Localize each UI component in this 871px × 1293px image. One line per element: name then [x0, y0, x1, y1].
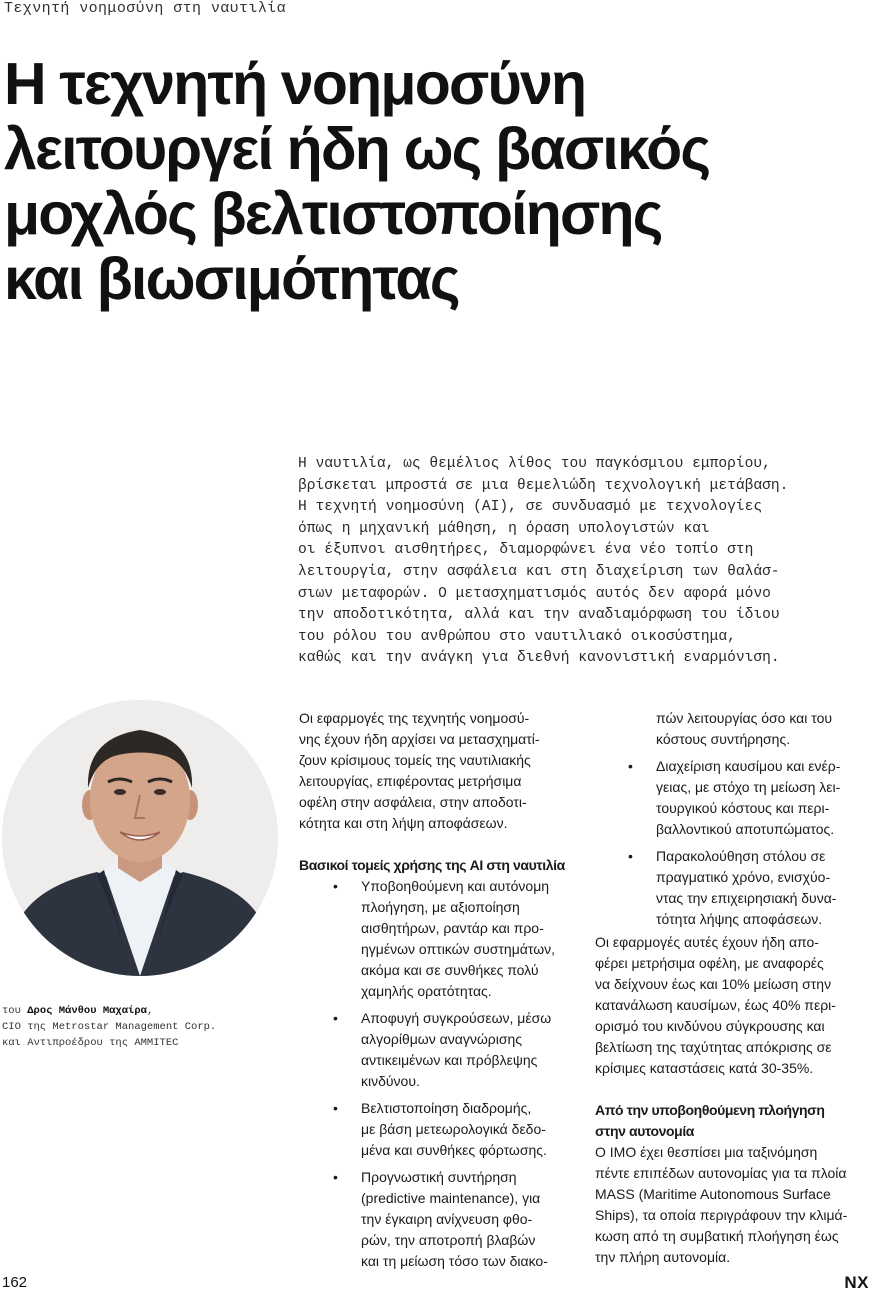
imo-paragraph	[595, 1142, 871, 1268]
list-item	[299, 876, 578, 1002]
lead-line: σιων μεταφορών. Ο μετασχηματισμός αυτός δεν αφορά μόνο	[298, 585, 771, 602]
text-line: πραγματικό χρόνο, ενισχύο-	[656, 869, 831, 885]
text-line: την έγκαιρη ανίχνευση φθο-	[361, 1211, 533, 1227]
headline-line: μοχλός βελτιστοποίησης	[4, 181, 662, 247]
lead-line: Η ναυτιλία, ως θεμέλιος λίθος του παγκόσμιου εμπορίου,	[298, 456, 771, 472]
caption-line-1	[2, 1003, 282, 1019]
text-line: αισθητήρων, ραντάρ και προ-	[361, 920, 544, 936]
author-caption	[2, 1003, 282, 1051]
text-line: κότητα και στη λήψη αποφάσεων.	[299, 815, 508, 831]
text-line: κρίσιμες καταστάσεις κατά 30-35%.	[595, 1060, 814, 1076]
list-item	[595, 846, 871, 930]
ai-uses-list-continued	[595, 756, 871, 930]
text-line: πέντε επιπέδων αυτονομίας για τα πλοία	[595, 1165, 847, 1181]
text-line: γειας, με στόχο τη μείωση λει-	[656, 779, 841, 795]
caption-suffix: ,	[146, 1005, 154, 1017]
text-line: λειτουργίας, επιφέροντας μετρήσιμα	[299, 773, 522, 789]
benefits-paragraph	[595, 932, 871, 1079]
text-line: κινδύνου.	[361, 1073, 420, 1089]
bullet-icon: •	[628, 758, 633, 774]
text-line: MASS (Maritime Autonomous Surface	[595, 1186, 831, 1202]
caption-line-2: CIO της Metrostar Management Corp.	[2, 1021, 217, 1033]
text-line: βαλλοντικού αποτυπώματος.	[656, 821, 835, 837]
lead-line: λειτουργία, στην ασφάλεια και στη διαχείριση των θαλάσ-	[298, 563, 780, 580]
text-line: Οι εφαρμογές αυτές έχουν ήδη απο-	[595, 934, 819, 950]
text-line: και τη μείωση τόσο των διακο-	[361, 1253, 548, 1269]
lead-line: την αποδοτικότητα, αλλά και την αναδιαμόρφωση του ίδιου	[298, 607, 780, 624]
list-item	[595, 756, 871, 840]
text-line: Ο IMO έχει θεσπίσει μια ταξινόμηση	[595, 1144, 818, 1160]
author-portrait	[2, 700, 278, 976]
portrait-illustration	[2, 700, 278, 976]
lead-line: καθώς και την ανάγκη για διεθνή κανονιστική εναρμόνιση.	[298, 650, 780, 667]
text-line: τουργικού κόστους και περι-	[656, 800, 830, 816]
text-line: ηγμένων οπτικών συστημάτων,	[361, 941, 556, 957]
bullet-icon: •	[333, 1100, 338, 1116]
text-line: Από την υποβοηθούμενη πλοήγηση	[595, 1102, 825, 1118]
headline-line: και βιωσιμότητας	[4, 246, 459, 312]
text-line: αντικειμένων και πρόβλεψης	[361, 1052, 538, 1068]
caption-line-3: και Αντιπροέδρου της AMMITEC	[2, 1037, 179, 1049]
text-line: χαμηλής ορατότητας.	[361, 983, 492, 999]
bullet-icon: •	[333, 878, 338, 894]
list-item	[299, 1098, 578, 1161]
lead-line: όπως η μηχανική μάθηση, η όραση υπολογιστών και	[298, 520, 710, 537]
text-line: Προγνωστική συντήρηση	[361, 1169, 517, 1185]
list-item	[299, 1008, 578, 1092]
intro-paragraph	[299, 708, 578, 834]
text-line: Διαχείριση καυσίμου και ενέρ-	[656, 758, 841, 774]
text-line: μένα και συνθήκες φόρτωσης.	[361, 1142, 547, 1158]
text-line: ρών, την αποτροπή βλαβών	[361, 1232, 536, 1248]
text-line: ακόμα και σε συνθήκες πολύ	[361, 962, 539, 978]
body-column-middle	[299, 708, 578, 1278]
lead-line: βρίσκεται μπροστά σε μια θεμελιώδη τεχνολογική μετάβαση.	[298, 477, 789, 494]
bullet-continuation	[595, 708, 871, 750]
text-line: κόστους συντήρησης.	[656, 731, 791, 747]
lead-paragraph	[298, 454, 868, 670]
text-line: οφέλη στην ασφάλεια, στην αποδοτι-	[299, 794, 527, 810]
text-line: την πλήρη αυτονομία.	[595, 1249, 731, 1265]
page-number: 162	[2, 1274, 28, 1291]
article-headline	[4, 52, 864, 312]
text-line: με βάση μετεωρολογικά δεδο-	[361, 1121, 546, 1137]
section-subhead: Βασικοί τομείς χρήσης της AI στη ναυτιλία	[299, 857, 565, 873]
headline-line: Η τεχνητή νοημοσύνη	[4, 51, 586, 117]
text-line: Οι εφαρμογές της τεχνητής νοημοσύ-	[299, 710, 530, 726]
text-line: ζουν κρίσιμους τομείς της ναυτιλιακής	[299, 752, 531, 768]
text-line: να δείχνουν έως και 10% μείωση στην	[595, 976, 832, 992]
text-line: πών λειτουργίας όσο και του	[656, 710, 833, 726]
text-line: Αποφυγή συγκρούσεων, μέσω	[361, 1010, 552, 1026]
lead-line: Η τεχνητή νοημοσύνη (AI), σε συνδυασμό με τεχνολογίες	[298, 499, 763, 516]
text-line: Παρακολούθηση στόλου σε	[656, 848, 826, 864]
text-line: Ships), τα οποία περιγράφουν την κλιμά-	[595, 1207, 848, 1223]
text-line: κωση από τη συμβατική πλοήγηση έως	[595, 1228, 839, 1244]
body-column-right	[595, 708, 871, 1268]
text-line: βελτίωση της ταχύτητας απόκρισης σε	[595, 1039, 832, 1055]
text-line: ορισμό του κινδύνου σύγκρουσης και	[595, 1018, 825, 1034]
list-item	[299, 1167, 578, 1272]
magazine-brand-logo: NX	[844, 1273, 869, 1292]
text-line: τότητα λήψης αποφάσεων.	[656, 911, 823, 927]
bullet-icon: •	[333, 1169, 338, 1185]
text-line: φέρει μετρήσιμα οφέλη, με αναφορές	[595, 955, 824, 971]
ai-uses-list	[299, 876, 578, 1272]
text-line: κατανάλωση καυσίμων, έως 40% περι-	[595, 997, 836, 1013]
text-line: Υποβοηθούμενη και αυτόνομη	[361, 878, 550, 894]
text-line: νης έχουν ήδη αρχίσει να μετασχηματί-	[299, 731, 540, 747]
lead-line: του ρόλου του ανθρώπου στο ναυτιλιακό οικοσύστημα,	[298, 628, 736, 645]
text-line: ντας την επιχειρησιακή δυνα-	[656, 890, 837, 906]
section-subhead-autonomy	[595, 1100, 871, 1142]
text-line: (predictive maintenance), για	[361, 1190, 541, 1206]
text-line: στην αυτονομία	[595, 1123, 695, 1139]
headline-line: λειτουργεί ήδη ως βασικός	[4, 116, 710, 182]
author-name: Δρος Μάνθου Μαχαίρα	[27, 1005, 147, 1017]
text-line: πλοήγηση, με αξιοποίηση	[361, 899, 520, 915]
lead-line: οι έξυπνοι αισθητήρες, διαμορφώνει ένα νέο τοπίο στη	[298, 542, 754, 559]
caption-prefix: του	[2, 1005, 28, 1017]
bullet-icon: •	[333, 1010, 338, 1026]
text-line: αλγορίθμων αναγνώρισης	[361, 1031, 522, 1047]
text-line: Βελτιστοποίηση διαδρομής,	[361, 1100, 532, 1116]
running-head: Τεχνητή νοημοσύνη στη ναυτιλία	[4, 0, 287, 17]
bullet-icon: •	[628, 848, 633, 864]
